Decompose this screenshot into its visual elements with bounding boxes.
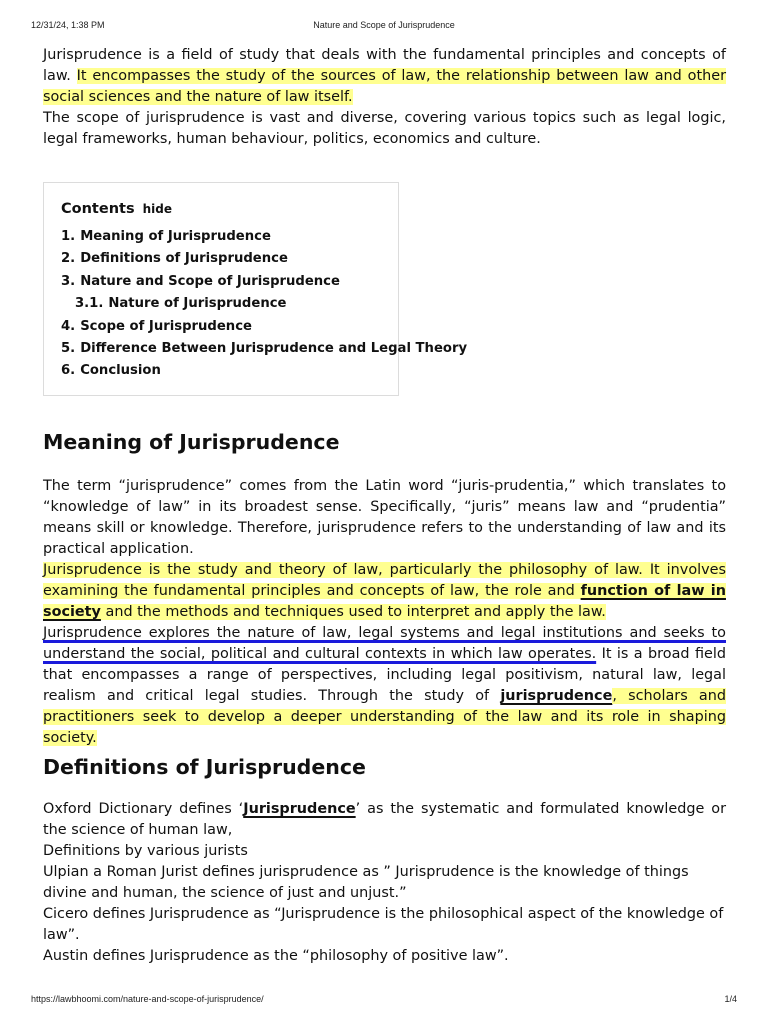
toc-item-label: Difference Between Jurisprudence and Legal Theory (80, 341, 468, 357)
toc-item-number: 3. (61, 273, 76, 289)
article-body (43, 45, 726, 967)
intro-highlight: It encompasses the study of the sources of law, the relationship between law and other social sciences and the nature of law itself. (43, 68, 726, 105)
oxford-text-a: Oxford Dictionary defines ‘ (43, 801, 244, 817)
toc-item-label: Definitions of Jurisprudence (80, 251, 288, 267)
toc-title: Contents (61, 201, 135, 217)
toc-item-nature-scope[interactable] (61, 271, 382, 293)
link-function-of-law[interactable]: function of law in society (43, 583, 726, 620)
table-of-contents (43, 182, 468, 396)
meaning-paragraph-3 (43, 623, 726, 749)
definitions-section (43, 799, 726, 967)
meaning-paragraph-2 (43, 560, 726, 623)
meaning-underlined-text: Jurisprudence explores the nature of law, legal systems and legal institutions and seeks to understand the social, political and cultural contexts in which law operates. (43, 625, 726, 662)
toc-item-conclusion[interactable] (61, 360, 382, 382)
intro-text: Jurisprudence is a field of study that deals with the fundamental principles and concepts of law. (43, 47, 726, 84)
toc-item-nature[interactable] (61, 293, 382, 315)
toc-item-label: Nature of Jurisprudence (108, 296, 287, 312)
meaning-paragraph-1: The term “jurisprudence” comes from the Latin word “juris-prudentia,” which translates to “knowledge of law” in its broadest sense. Specifically, “juris” means law and “prudentia” means skill or knowledge. Therefore, jurisprudence refers to the understanding of law and its practical application. (43, 478, 726, 557)
intro-paragraph-1 (43, 45, 726, 108)
meaning-text: It is a broad field that encompasses a range of perspectives, including legal positivism, natural law, legal realism and critical legal studies. Through the study of (43, 646, 727, 704)
page-number: 1/4 (724, 994, 737, 1004)
toc-item-number: 3.1. (75, 296, 104, 312)
jurists-intro: Definitions by various jurists (43, 843, 248, 859)
toc-item-label: Scope of Jurisprudence (80, 318, 252, 334)
toc-item-difference[interactable] (61, 338, 468, 360)
meaning-highlight-c: , scholars and practitioners seek to develop a deeper understanding of the law and its role in shaping society. (43, 688, 726, 746)
intro-paragraph-2: The scope of jurisprudence is vast and diverse, covering various topics such as legal logic, legal frameworks, human behaviour, politics, economics and culture. (43, 110, 726, 147)
link-jurisprudence-oxford[interactable]: Jurisprudence (243, 801, 356, 817)
toc-item-label: Conclusion (80, 363, 161, 379)
oxford-text-b: ’ as the systematic and formulated knowledge or the science of human law, (43, 801, 726, 838)
toc-header (61, 199, 382, 220)
austin-definition: Austin defines Jurisprudence as the “philosophy of positive law”. (43, 948, 509, 964)
toc-item-number: 2. (61, 251, 76, 267)
toc-item-meaning[interactable] (61, 226, 382, 248)
cicero-definition: Cicero defines Jurisprudence as “Jurisprudence is the philosophical aspect of the knowledge of law”. (43, 906, 724, 943)
toc-item-number: 5. (61, 341, 76, 357)
meaning-highlight-b: and the methods and techniques used to interpret and apply the law. (100, 604, 606, 620)
heading-definitions: Definitions of Jurisprudence (43, 755, 366, 779)
toc-item-label: Meaning of Jurisprudence (80, 229, 271, 244)
toc-item-definitions[interactable] (61, 248, 382, 270)
toc-item-number: 1. (61, 229, 76, 244)
link-jurisprudence[interactable]: jurisprudence (500, 688, 613, 704)
toc-item-label: Nature and Scope of Jurisprudence (80, 273, 340, 289)
print-datetime: 12/31/24, 1:38 PM (31, 20, 105, 30)
page-url: https://lawbhoomi.com/nature-and-scope-of-jurisprudence/ (31, 994, 264, 1004)
ulpian-definition: Ulpian a Roman Jurist defines jurisprudence as ” Jurisprudence is the knowledge of things divine and human, the science of just and unjust.” (43, 864, 689, 901)
toc-item-number: 4. (61, 318, 76, 334)
oxford-definition (43, 799, 726, 841)
meaning-highlight-a: Jurisprudence is the study and theory of law, particularly the philosophy of law. It involves examining the fundamental principles and concepts of law, the role and (43, 562, 726, 599)
heading-meaning: Meaning of Jurisprudence (43, 430, 340, 454)
toc-item-number: 6. (61, 363, 76, 379)
print-title: Nature and Scope of Jurisprudence (313, 20, 455, 30)
toc-item-scope[interactable] (61, 316, 382, 338)
toc-hide-toggle[interactable]: hide (142, 202, 172, 216)
